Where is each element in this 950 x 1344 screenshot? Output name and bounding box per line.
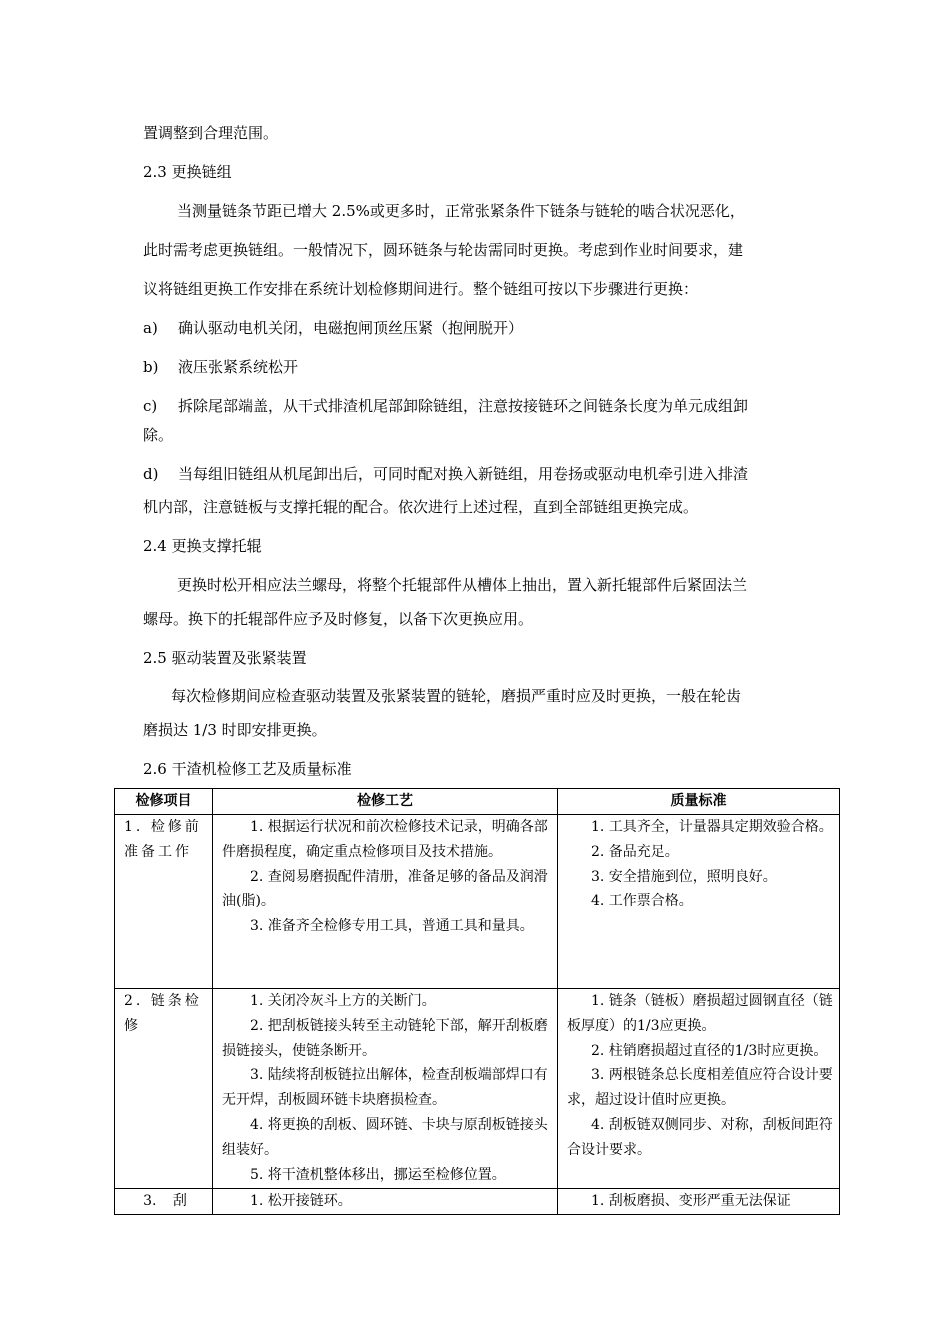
row-process [213, 1189, 558, 1215]
paragraph-line: 更换时松开相应法兰螺母，将整个托辊部件从槽体上抽出，置入新托辊部件后紧固法兰 [177, 576, 748, 594]
quality-item: 4. 刮板链双侧同步、对称，刮板间距符合设计要求。 [567, 1116, 833, 1158]
row-quality [558, 989, 840, 1189]
process-step: 4. 将更换的刮板、圆环链、卡块与原刮板链接头组装好。 [222, 1116, 548, 1158]
process-step: 2. 查阅易磨损配件清册，准备足够的备品及润滑油(脂)。 [222, 868, 548, 910]
table-header-row [115, 789, 840, 815]
list-item-d-cont: 机内部，注意链板与支撑托辊的配合。依次进行上述过程，直到全部链组更换完成。 [143, 498, 699, 516]
list-item-b [143, 357, 808, 377]
section-heading-2-6: 2.6 干渣机检修工艺及质量标准 [143, 760, 352, 778]
section-heading-2-3: 2.3 更换链组 [143, 163, 232, 181]
process-step: 1. 关闭冷灰斗上方的关断门。 [250, 993, 436, 1009]
quality-item: 1. 刮板磨损、变形严重无法保证 [591, 1193, 791, 1209]
list-item-c-cont: 除。 [143, 426, 174, 444]
row-item: 3. 刮 [115, 1189, 213, 1215]
list-item-a [143, 318, 808, 338]
list-marker: a) [143, 319, 158, 337]
list-item-c [143, 396, 808, 416]
row-process [213, 989, 558, 1189]
list-text: 确认驱动电机关闭，电磁抱闸顶丝压紧（抱闸脱开） [178, 319, 524, 337]
row-quality [558, 1189, 840, 1215]
section-heading-2-4: 2.4 更换支撑托辊 [143, 537, 262, 555]
list-marker: c) [143, 397, 158, 415]
process-step: 3. 陆续将刮板链拉出解体，检查刮板端部焊口有无开焊，刮板圆环链卡块磨损检查。 [222, 1067, 548, 1109]
row-item: 2. 链条检修 [115, 989, 213, 1189]
process-step: 1. 根据运行状况和前次检修技术记录，明确各部件磨损程度，确定重点检修项目及技术措施。 [222, 819, 548, 860]
quality-item: 1. 工具齐全，计量器具定期效验合格。 [591, 819, 833, 835]
quality-item: 4. 工作票合格。 [591, 893, 693, 910]
paragraph-line: 当测量链条节距已增大 2.5%或更多时，正常张紧条件下链条与链轮的啮合状况恶化， [177, 202, 745, 220]
header-quality: 质量标准 [558, 789, 840, 815]
table-row [115, 815, 840, 989]
paragraph-line: 磨损达 1/3 时即安排更换。 [143, 721, 327, 739]
list-marker: b) [143, 358, 159, 376]
table-row [115, 1189, 840, 1215]
process-step: 1. 松开接链环。 [250, 1193, 352, 1209]
quality-item: 1. 链条（链板）磨损超过圆钢直径（链板厚度）的1/3应更换。 [567, 993, 833, 1034]
section-heading-2-5: 2.5 驱动装置及张紧装置 [143, 649, 307, 667]
quality-item: 3. 两根链条总长度相差值应符合设计要求，超过设计值时应更换。 [567, 1067, 833, 1109]
row-item: 1. 检修前准备工作 [115, 815, 213, 989]
paragraph-line: 议将链组更换工作安排在系统计划检修期间进行。整个链组可按以下步骤进行更换： [143, 280, 699, 298]
process-step: 2. 把刮板链接头转至主动链轮下部，解开刮板磨损链接头，使链条断开。 [222, 1017, 548, 1059]
list-marker: d) [143, 465, 159, 483]
quality-item: 2. 备品充足。 [591, 843, 679, 860]
paragraph-line: 此时需考虑更换链组。一般情况下，圆环链条与轮齿需同时更换。考虑到作业时间要求，建 [143, 241, 744, 259]
row-process [213, 815, 558, 989]
paragraph-line: 螺母。换下的托辊部件应予及时修复，以备下次更换应用。 [143, 610, 534, 628]
header-process: 检修工艺 [213, 789, 558, 815]
quality-item: 3. 安全措施到位，照明良好。 [591, 868, 777, 885]
maintenance-standards-table [114, 788, 840, 1215]
process-step: 3. 准备齐全检修专用工具，普通工具和量具。 [250, 918, 534, 935]
list-item-d [143, 464, 808, 484]
table-row [115, 989, 840, 1189]
quality-item: 2. 柱销磨损超过直径的1/3时应更换。 [591, 1042, 828, 1059]
list-text: 液压张紧系统松开 [178, 358, 299, 376]
paragraph-line: 置调整到合理范围。 [143, 124, 279, 142]
row-quality [558, 815, 840, 989]
header-item: 检修项目 [115, 789, 213, 815]
list-text: 当每组旧链组从机尾卸出后，可同时配对换入新链组，用卷扬或驱动电机牵引进入排渣 [178, 465, 749, 483]
process-step: 5. 将干渣机整体移出，挪运至检修位置。 [250, 1166, 506, 1183]
list-text: 拆除尾部端盖，从干式排渣机尾部卸除链组，注意按接链环之间链条长度为单元成组卸 [178, 397, 749, 415]
paragraph-line: 每次检修期间应检查驱动装置及张紧装置的链轮，磨损严重时应及时更换，一般在轮齿 [171, 687, 742, 705]
